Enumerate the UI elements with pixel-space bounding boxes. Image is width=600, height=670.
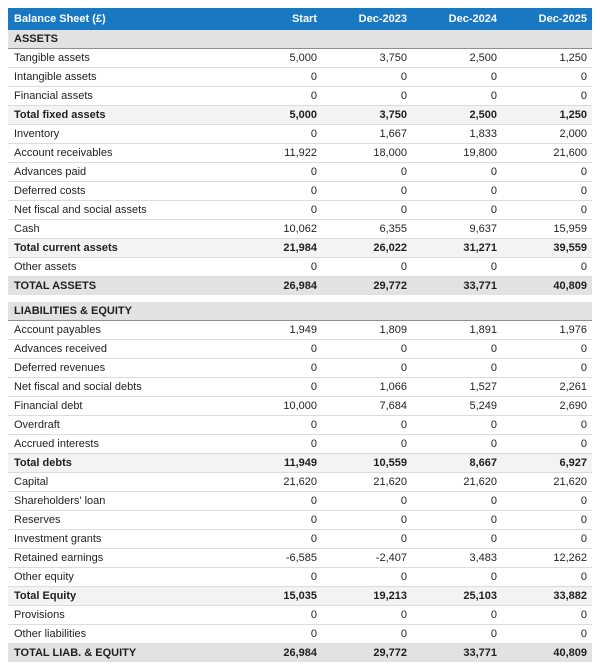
subtotal-row (8, 239, 592, 258)
cell-value: 19,213 (322, 587, 412, 606)
cell-value: 9,637 (412, 220, 502, 239)
row-label: Intangible assets (8, 68, 232, 87)
cell-value: 2,690 (502, 397, 592, 416)
cell-value: 1,891 (412, 321, 502, 340)
cell-value: 0 (322, 87, 412, 106)
cell-value: 0 (412, 435, 502, 454)
row-label: Total fixed assets (8, 106, 232, 125)
row-label: Account receivables (8, 144, 232, 163)
cell-value: 0 (322, 163, 412, 182)
cell-value: 0 (232, 68, 322, 87)
cell-value: 0 (322, 435, 412, 454)
cell-value: 1,833 (412, 125, 502, 144)
spacer-row (8, 295, 592, 302)
row-label: Other equity (8, 568, 232, 587)
cell-value: 0 (232, 511, 322, 530)
cell-value: -6,585 (232, 549, 322, 568)
cell-value: 0 (412, 511, 502, 530)
cell-value: 2,261 (502, 378, 592, 397)
cell-value: 0 (322, 568, 412, 587)
cell-value: 21,600 (502, 144, 592, 163)
cell-value: 0 (322, 416, 412, 435)
cell-value: 1,667 (322, 125, 412, 144)
table-row (8, 435, 592, 454)
cell-value: 0 (322, 359, 412, 378)
cell-value: 25,103 (412, 587, 502, 606)
cell-value: 7,684 (322, 397, 412, 416)
cell-value: 0 (322, 625, 412, 644)
total-row (8, 277, 592, 296)
row-label: Cash (8, 220, 232, 239)
cell-value: 0 (232, 258, 322, 277)
cell-value: 0 (322, 530, 412, 549)
table-row (8, 201, 592, 220)
cell-value: 2,500 (412, 49, 502, 68)
table-row (8, 87, 592, 106)
cell-value: 0 (502, 201, 592, 220)
cell-value: 0 (232, 606, 322, 625)
balance-sheet-grid (8, 8, 592, 662)
spacer-cell (8, 295, 592, 302)
cell-value: 21,620 (322, 473, 412, 492)
cell-value: 2,500 (412, 106, 502, 125)
cell-value: 33,771 (412, 644, 502, 663)
cell-value: 8,667 (412, 454, 502, 473)
cell-value: 0 (412, 182, 502, 201)
section-label: LIABILITIES & EQUITY (8, 302, 592, 321)
row-label: Other liabilities (8, 625, 232, 644)
row-label: Overdraft (8, 416, 232, 435)
cell-value: 0 (412, 606, 502, 625)
cell-value: 2,000 (502, 125, 592, 144)
row-label: Net fiscal and social debts (8, 378, 232, 397)
cell-value: 29,772 (322, 277, 412, 296)
table-row (8, 125, 592, 144)
table-row (8, 68, 592, 87)
cell-value: 40,809 (502, 277, 592, 296)
row-label: Accrued interests (8, 435, 232, 454)
cell-value: 1,949 (232, 321, 322, 340)
cell-value: 5,249 (412, 397, 502, 416)
table-row (8, 163, 592, 182)
table-row (8, 511, 592, 530)
cell-value: 0 (502, 511, 592, 530)
cell-value: 0 (232, 416, 322, 435)
cell-value: 0 (232, 201, 322, 220)
cell-value: 21,620 (412, 473, 502, 492)
row-label: Net fiscal and social assets (8, 201, 232, 220)
cell-value: 0 (502, 435, 592, 454)
cell-value: 0 (412, 68, 502, 87)
cell-value: 0 (502, 182, 592, 201)
cell-value: 19,800 (412, 144, 502, 163)
cell-value: 0 (502, 340, 592, 359)
cell-value: 10,062 (232, 220, 322, 239)
subtotal-row (8, 106, 592, 125)
row-label: Inventory (8, 125, 232, 144)
cell-value: 0 (502, 530, 592, 549)
table-row (8, 492, 592, 511)
row-label: TOTAL LIAB. & EQUITY (8, 644, 232, 663)
column-header-dec-2025: Dec-2025 (502, 8, 592, 30)
cell-value: 1,066 (322, 378, 412, 397)
table-row (8, 144, 592, 163)
row-label: Total debts (8, 454, 232, 473)
cell-value: 31,271 (412, 239, 502, 258)
cell-value: 12,262 (502, 549, 592, 568)
cell-value: 0 (502, 606, 592, 625)
cell-value: 0 (502, 625, 592, 644)
column-header-dec-2024: Dec-2024 (412, 8, 502, 30)
cell-value: 0 (322, 340, 412, 359)
cell-value: 0 (232, 163, 322, 182)
cell-value: 26,984 (232, 277, 322, 296)
cell-value: 0 (232, 87, 322, 106)
cell-value: 0 (322, 182, 412, 201)
row-label: Financial debt (8, 397, 232, 416)
section-label: ASSETS (8, 30, 592, 49)
table-row (8, 473, 592, 492)
table-row (8, 568, 592, 587)
cell-value: 0 (502, 68, 592, 87)
cell-value: 3,483 (412, 549, 502, 568)
section-header-row (8, 302, 592, 321)
cell-value: 0 (232, 568, 322, 587)
cell-value: 0 (412, 163, 502, 182)
row-label: Shareholders' loan (8, 492, 232, 511)
row-label: Provisions (8, 606, 232, 625)
cell-value: 1,809 (322, 321, 412, 340)
cell-value: 11,922 (232, 144, 322, 163)
cell-value: 5,000 (232, 106, 322, 125)
table-row (8, 321, 592, 340)
cell-value: 0 (322, 68, 412, 87)
table-row (8, 49, 592, 68)
cell-value: 0 (232, 625, 322, 644)
cell-value: 11,949 (232, 454, 322, 473)
row-label: Investment grants (8, 530, 232, 549)
cell-value: 0 (502, 492, 592, 511)
cell-value: 0 (232, 340, 322, 359)
cell-value: 0 (322, 511, 412, 530)
cell-value: 0 (502, 568, 592, 587)
table-row (8, 606, 592, 625)
table-row (8, 182, 592, 201)
cell-value: 3,750 (322, 106, 412, 125)
cell-value: 0 (412, 416, 502, 435)
table-row (8, 340, 592, 359)
row-label: Financial assets (8, 87, 232, 106)
cell-value: 0 (412, 625, 502, 644)
table-row (8, 220, 592, 239)
table-header-row (8, 8, 592, 30)
table-title: Balance Sheet (£) (8, 8, 232, 30)
cell-value: 0 (502, 163, 592, 182)
row-label: Other assets (8, 258, 232, 277)
table-row (8, 378, 592, 397)
cell-value: 0 (502, 359, 592, 378)
row-label: Tangible assets (8, 49, 232, 68)
table-row (8, 397, 592, 416)
cell-value: 1,527 (412, 378, 502, 397)
table-row (8, 359, 592, 378)
cell-value: 0 (412, 201, 502, 220)
cell-value: 0 (232, 182, 322, 201)
cell-value: 1,250 (502, 49, 592, 68)
cell-value: 0 (322, 201, 412, 220)
cell-value: 33,882 (502, 587, 592, 606)
cell-value: 3,750 (322, 49, 412, 68)
cell-value: 0 (412, 492, 502, 511)
row-label: Advances received (8, 340, 232, 359)
cell-value: 1,976 (502, 321, 592, 340)
row-label: Total current assets (8, 239, 232, 258)
cell-value: 21,620 (502, 473, 592, 492)
row-label: Reserves (8, 511, 232, 530)
row-label: Advances paid (8, 163, 232, 182)
cell-value: 15,035 (232, 587, 322, 606)
cell-value: 10,559 (322, 454, 412, 473)
cell-value: -2,407 (322, 549, 412, 568)
table-row (8, 416, 592, 435)
cell-value: 6,927 (502, 454, 592, 473)
cell-value: 10,000 (232, 397, 322, 416)
table-body (8, 30, 592, 662)
row-label: TOTAL ASSETS (8, 277, 232, 296)
subtotal-row (8, 454, 592, 473)
cell-value: 6,355 (322, 220, 412, 239)
cell-value: 0 (502, 416, 592, 435)
cell-value: 0 (502, 258, 592, 277)
cell-value: 26,984 (232, 644, 322, 663)
table-row (8, 258, 592, 277)
cell-value: 5,000 (232, 49, 322, 68)
column-header-start: Start (232, 8, 322, 30)
column-header-dec-2023: Dec-2023 (322, 8, 412, 30)
cell-value: 0 (232, 492, 322, 511)
cell-value: 0 (412, 258, 502, 277)
cell-value: 0 (232, 530, 322, 549)
total-row (8, 644, 592, 663)
cell-value: 26,022 (322, 239, 412, 258)
cell-value: 29,772 (322, 644, 412, 663)
row-label: Capital (8, 473, 232, 492)
cell-value: 21,984 (232, 239, 322, 258)
cell-value: 0 (322, 492, 412, 511)
table-row (8, 625, 592, 644)
row-label: Deferred revenues (8, 359, 232, 378)
cell-value: 0 (322, 606, 412, 625)
table-row (8, 530, 592, 549)
cell-value: 0 (232, 359, 322, 378)
cell-value: 0 (412, 340, 502, 359)
cell-value: 0 (412, 568, 502, 587)
cell-value: 18,000 (322, 144, 412, 163)
cell-value: 0 (232, 435, 322, 454)
row-label: Total Equity (8, 587, 232, 606)
subtotal-row (8, 587, 592, 606)
row-label: Account payables (8, 321, 232, 340)
cell-value: 0 (412, 530, 502, 549)
cell-value: 40,809 (502, 644, 592, 663)
cell-value: 0 (322, 258, 412, 277)
row-label: Retained earnings (8, 549, 232, 568)
cell-value: 1,250 (502, 106, 592, 125)
cell-value: 0 (412, 359, 502, 378)
cell-value: 0 (502, 87, 592, 106)
section-header-row (8, 30, 592, 49)
cell-value: 0 (232, 125, 322, 144)
cell-value: 0 (412, 87, 502, 106)
cell-value: 33,771 (412, 277, 502, 296)
cell-value: 39,559 (502, 239, 592, 258)
row-label: Deferred costs (8, 182, 232, 201)
cell-value: 15,959 (502, 220, 592, 239)
cell-value: 0 (232, 378, 322, 397)
cell-value: 21,620 (232, 473, 322, 492)
table-row (8, 549, 592, 568)
